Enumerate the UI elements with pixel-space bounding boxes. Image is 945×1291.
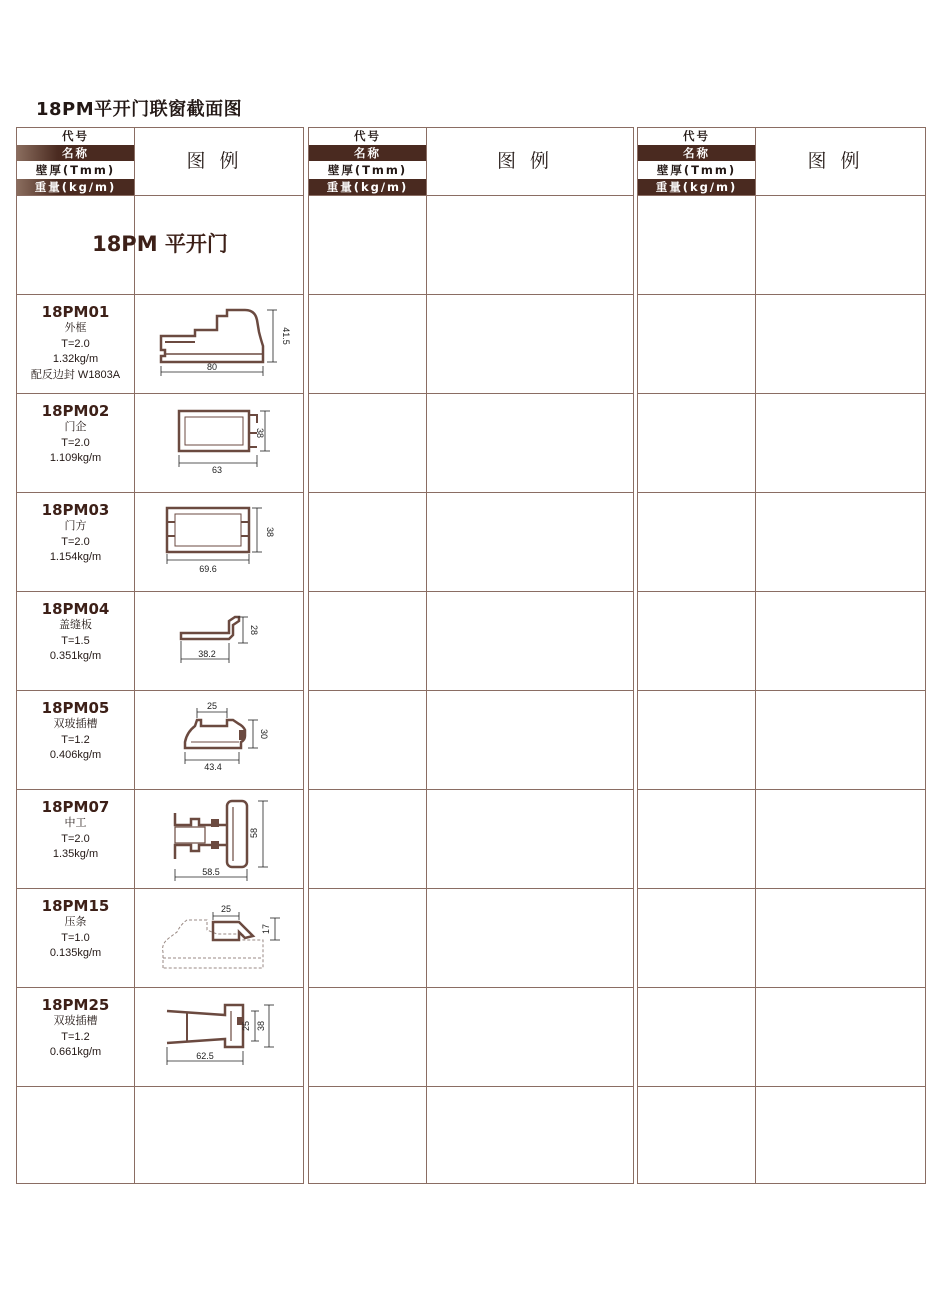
profile-weight: 1.109kg/m bbox=[49, 452, 102, 464]
profile-drawing bbox=[135, 492, 304, 590]
profile-drawing bbox=[135, 789, 304, 887]
profile-info bbox=[17, 987, 134, 1061]
header-thickness-label: 壁厚(Tmm) bbox=[309, 162, 426, 178]
dim-label: 69.6 bbox=[199, 564, 217, 574]
header-legend-label: 图例 bbox=[186, 150, 253, 172]
dim-label: 38 bbox=[255, 427, 265, 439]
profile-thickness: T=2.0 bbox=[61, 337, 90, 350]
profile-drawing bbox=[135, 987, 304, 1085]
profile-info bbox=[17, 492, 134, 566]
profile-info bbox=[17, 393, 134, 467]
header-legend-label: 图例 bbox=[807, 150, 874, 172]
profile-code: 18PM05 bbox=[41, 699, 110, 717]
profile-drawing bbox=[135, 294, 304, 392]
profile-info bbox=[17, 591, 134, 665]
header-code-label: 代号 bbox=[17, 128, 134, 144]
dim-label: 38.2 bbox=[198, 649, 216, 659]
profile-weight: 0.135kg/m bbox=[49, 947, 102, 959]
dim-label: 43.4 bbox=[204, 762, 222, 772]
header-labels bbox=[309, 128, 426, 195]
profile-note: 配反边封 W1803A bbox=[30, 368, 121, 381]
profile-thickness: T=1.2 bbox=[61, 733, 90, 746]
header-name-label: 名称 bbox=[638, 145, 755, 161]
dim-label: 63 bbox=[211, 465, 223, 475]
dim-label: 58.5 bbox=[202, 867, 220, 877]
profile-thickness: T=2.0 bbox=[61, 436, 90, 449]
profile-thickness: T=1.0 bbox=[61, 931, 90, 944]
profile-drawing bbox=[135, 690, 304, 788]
dim-label: 25 bbox=[241, 1020, 251, 1032]
table-column-group-2 bbox=[308, 127, 634, 1184]
profile-code: 18PM07 bbox=[41, 798, 110, 816]
dim-label: 38 bbox=[265, 526, 275, 538]
dim-label: 17 bbox=[261, 923, 271, 935]
profile-code: 18PM15 bbox=[41, 897, 110, 915]
table-column-group-3 bbox=[637, 127, 926, 1184]
profile-weight: 0.351kg/m bbox=[49, 650, 102, 662]
profile-name: 门方 bbox=[64, 520, 87, 532]
dim-label: 25 bbox=[220, 904, 232, 914]
header-weight-label: 重量(kg/m) bbox=[17, 179, 134, 195]
profile-code: 18PM25 bbox=[41, 996, 110, 1014]
header-weight-label: 重量(kg/m) bbox=[309, 179, 426, 195]
profile-weight: 1.32kg/m bbox=[52, 353, 99, 365]
dim-label: 41.5 bbox=[281, 327, 291, 345]
header-thickness-label: 壁厚(Tmm) bbox=[638, 162, 755, 178]
profile-name: 门企 bbox=[64, 421, 87, 433]
profile-name: 双玻插槽 bbox=[53, 1015, 98, 1027]
table-column-group-1 bbox=[16, 127, 304, 1184]
profile-code: 18PM03 bbox=[41, 501, 110, 519]
header-labels bbox=[638, 128, 755, 195]
header-name-label: 名称 bbox=[309, 145, 426, 161]
header-legend-label: 图例 bbox=[496, 150, 563, 172]
header-thickness-label: 壁厚(Tmm) bbox=[17, 162, 134, 178]
profile-name: 压条 bbox=[64, 916, 87, 928]
page-title: 18PM平开门联窗截面图 bbox=[36, 99, 243, 120]
profile-name: 外框 bbox=[64, 322, 87, 334]
header-labels bbox=[17, 128, 134, 195]
profile-info bbox=[17, 789, 134, 863]
profile-thickness: T=2.0 bbox=[61, 535, 90, 548]
dim-label: 38 bbox=[256, 1020, 266, 1032]
profile-name: 双玻插槽 bbox=[53, 718, 98, 730]
profile-thickness: T=2.0 bbox=[61, 832, 90, 845]
profile-code: 18PM01 bbox=[41, 303, 110, 321]
profile-drawing bbox=[135, 591, 304, 689]
dim-label: 80 bbox=[206, 362, 218, 372]
dim-label: 62.5 bbox=[196, 1051, 214, 1061]
profile-name: 中工 bbox=[64, 817, 87, 829]
profile-thickness: T=1.2 bbox=[61, 1030, 90, 1043]
profile-weight: 0.406kg/m bbox=[49, 749, 102, 761]
profile-info bbox=[17, 294, 134, 383]
profile-weight: 1.35kg/m bbox=[52, 848, 99, 860]
profile-weight: 0.661kg/m bbox=[49, 1046, 102, 1058]
header-code-label: 代号 bbox=[309, 128, 426, 144]
profile-drawing bbox=[135, 393, 304, 491]
dim-label: 30 bbox=[259, 728, 269, 740]
header-code-label: 代号 bbox=[638, 128, 755, 144]
dim-label: 28 bbox=[249, 624, 259, 636]
section-title: 18PM 平开门 bbox=[92, 232, 228, 256]
header-name-label: 名称 bbox=[17, 145, 134, 161]
dim-label: 25 bbox=[206, 701, 218, 711]
profile-weight: 1.154kg/m bbox=[49, 551, 102, 563]
profile-thickness: T=1.5 bbox=[61, 634, 90, 647]
dim-label: 58 bbox=[249, 827, 259, 839]
profile-code: 18PM02 bbox=[41, 402, 110, 420]
profile-info bbox=[17, 690, 134, 764]
profile-code: 18PM04 bbox=[41, 600, 110, 618]
profile-name: 盖缝板 bbox=[59, 619, 92, 631]
header-weight-label: 重量(kg/m) bbox=[638, 179, 755, 195]
profile-info bbox=[17, 888, 134, 962]
profile-drawing bbox=[135, 888, 304, 986]
